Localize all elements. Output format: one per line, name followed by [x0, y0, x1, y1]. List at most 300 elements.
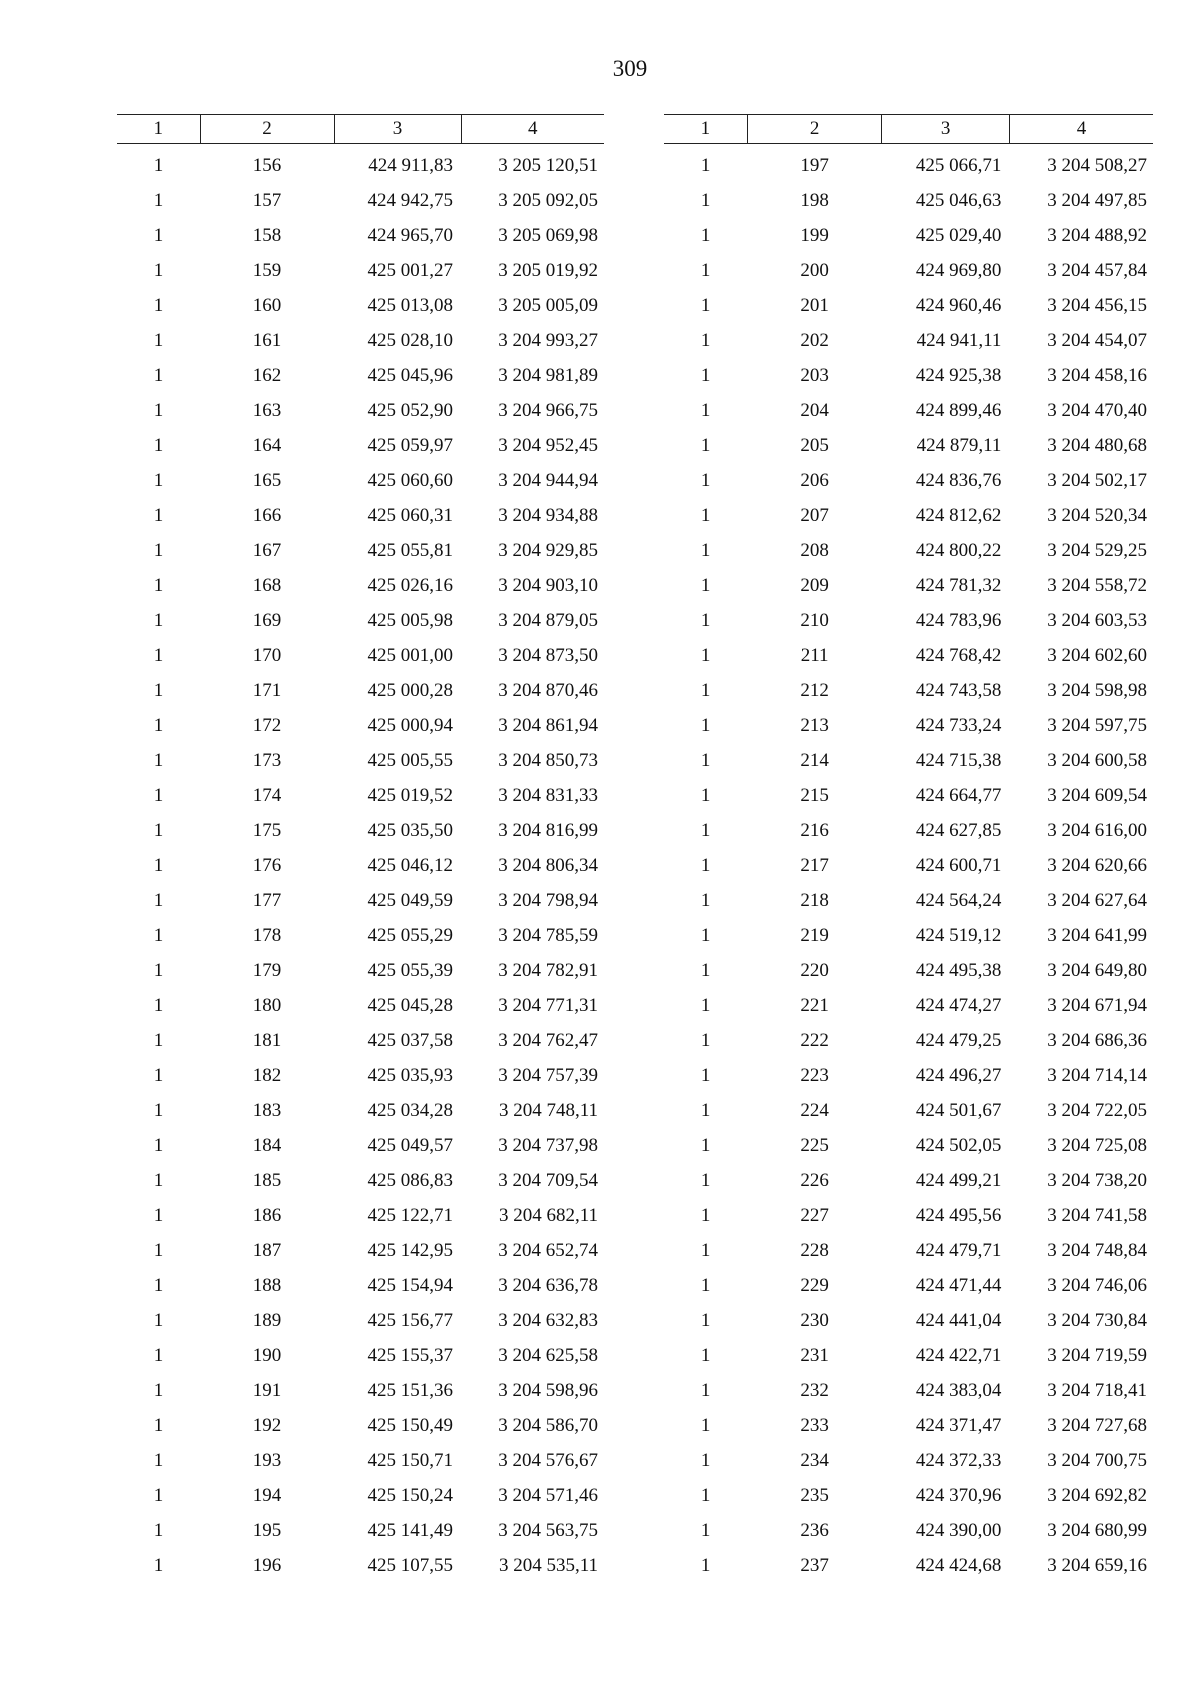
table-row	[664, 813, 1153, 848]
table-cell: 3 204 598,98	[1047, 679, 1147, 701]
table-cell: 424 499,21	[915, 1169, 1002, 1191]
table-row	[664, 1408, 1153, 1443]
table-cell: 170	[252, 644, 282, 666]
table-cell: 1	[153, 1519, 164, 1541]
table-cell: 1	[153, 924, 164, 946]
table-cell: 187	[252, 1239, 282, 1261]
table-row	[117, 428, 604, 463]
table-row	[117, 743, 604, 778]
table-cell: 221	[800, 994, 829, 1016]
table-cell: 3 204 627,64	[1047, 889, 1147, 911]
table-cell: 1	[700, 1484, 711, 1506]
table-cell: 3 204 586,70	[498, 1414, 598, 1436]
table-row	[117, 1058, 604, 1093]
table-cell: 3 204 616,00	[1047, 819, 1147, 841]
table-cell: 425 019,52	[367, 784, 453, 806]
table-cell: 1	[153, 889, 164, 911]
table-cell: 198	[800, 189, 829, 211]
table-cell: 194	[252, 1484, 282, 1506]
table-cell: 424 836,76	[915, 469, 1002, 491]
table-row	[664, 848, 1153, 883]
table-row	[664, 498, 1153, 533]
table-cell: 1	[153, 714, 164, 736]
table-cell: 3 204 903,10	[498, 574, 598, 596]
table-row	[117, 1023, 604, 1058]
table-cell: 232	[800, 1379, 829, 1401]
table-cell: 3 204 632,83	[498, 1309, 598, 1331]
table-cell: 3 204 603,53	[1047, 609, 1147, 631]
table-cell: 196	[252, 1554, 282, 1576]
table-cell: 424 371,47	[915, 1414, 1002, 1436]
table-cell: 425 066,71	[915, 154, 1002, 176]
table-cell: 1	[153, 574, 164, 596]
table-cell: 424 600,71	[915, 854, 1002, 876]
table-cell: 1	[700, 1344, 711, 1366]
table-row	[664, 288, 1153, 323]
table-cell: 171	[252, 679, 282, 701]
table-cell: 3 204 609,54	[1047, 784, 1147, 806]
table-cell: 425 049,59	[367, 889, 453, 911]
table-row	[117, 848, 604, 883]
table-cell: 3 204 816,99	[498, 819, 598, 841]
table-row	[664, 638, 1153, 673]
table-row	[664, 358, 1153, 393]
table-cell: 1	[153, 1484, 164, 1506]
table-cell: 3 204 558,72	[1047, 574, 1147, 596]
table-cell: 3 204 730,84	[1047, 1309, 1147, 1331]
table-cell: 160	[252, 294, 282, 316]
table-row	[664, 1268, 1153, 1303]
column-header: 4	[461, 115, 604, 144]
table-cell: 425 035,50	[367, 819, 453, 841]
table-cell: 3 204 757,39	[498, 1064, 598, 1086]
table-cell: 3 204 597,75	[1047, 714, 1147, 736]
table-cell: 230	[800, 1309, 829, 1331]
table-cell: 1	[153, 1379, 164, 1401]
table-cell: 3 204 620,66	[1047, 854, 1147, 876]
table-cell: 190	[252, 1344, 282, 1366]
table-cell: 182	[252, 1064, 282, 1086]
table-cell: 165	[252, 469, 282, 491]
table-cell: 3 204 563,75	[498, 1519, 598, 1541]
table-cell: 203	[800, 364, 829, 386]
table-cell: 199	[800, 224, 829, 246]
table-cell: 424 965,70	[367, 224, 453, 246]
table-row	[664, 533, 1153, 568]
table-row	[664, 1338, 1153, 1373]
table-cell: 1	[700, 609, 711, 631]
table-cell: 3 204 722,05	[1047, 1099, 1147, 1121]
table-cell: 3 204 700,75	[1047, 1449, 1147, 1471]
table-cell: 213	[800, 714, 829, 736]
table-cell: 1	[700, 1204, 711, 1226]
table-cell: 225	[800, 1134, 829, 1156]
table-cell: 1	[700, 1239, 711, 1261]
table-cell: 425 055,29	[367, 924, 453, 946]
table-cell: 425 107,55	[367, 1554, 453, 1576]
table-cell: 3 204 602,60	[1047, 644, 1147, 666]
table-cell: 3 204 600,58	[1047, 749, 1147, 771]
table-cell: 3 204 782,91	[498, 959, 598, 981]
table-cell: 1	[153, 294, 164, 316]
table-cell: 1	[700, 434, 711, 456]
table-cell: 425 037,58	[367, 1029, 453, 1051]
table-cell: 177	[252, 889, 282, 911]
table-cell: 178	[252, 924, 282, 946]
table-cell: 1	[700, 714, 711, 736]
table-cell: 3 204 934,88	[498, 504, 598, 526]
table-cell: 236	[800, 1519, 829, 1541]
table-cell: 1	[153, 539, 164, 561]
table-cell: 425 156,77	[367, 1309, 453, 1331]
table-cell: 3 204 944,94	[498, 469, 598, 491]
table-cell: 3 204 981,89	[498, 364, 598, 386]
table-cell: 424 479,25	[915, 1029, 1002, 1051]
table-cell: 3 204 861,94	[498, 714, 598, 736]
table-cell: 3 204 873,50	[498, 644, 598, 666]
table-cell: 3 204 806,34	[498, 854, 598, 876]
table-cell: 1	[700, 854, 711, 876]
table-cell: 3 204 993,27	[498, 329, 598, 351]
table-cell: 1	[153, 504, 164, 526]
table-cell: 224	[800, 1099, 829, 1121]
table-row	[117, 813, 604, 848]
table-cell: 167	[252, 539, 282, 561]
table-cell: 164	[252, 434, 282, 456]
table-row	[664, 1163, 1153, 1198]
table-row	[664, 1443, 1153, 1478]
table-row	[117, 1198, 604, 1233]
table-cell: 207	[800, 504, 829, 526]
table-cell: 3 204 719,59	[1047, 1344, 1147, 1366]
table-row	[664, 778, 1153, 813]
table-cell: 3 204 762,47	[498, 1029, 598, 1051]
table-cell: 211	[800, 644, 829, 666]
table-cell: 424 715,38	[915, 749, 1002, 771]
table-row	[664, 1233, 1153, 1268]
table-cell: 1	[700, 1134, 711, 1156]
table-row	[117, 1513, 604, 1548]
coordinates-table-right	[664, 114, 1153, 1583]
table-cell: 1	[700, 259, 711, 281]
table-cell: 1	[700, 1064, 711, 1086]
table-cell: 424 899,46	[915, 399, 1002, 421]
table-cell: 3 204 470,40	[1047, 399, 1147, 421]
table-cell: 1	[153, 1344, 164, 1366]
table-cell: 1	[153, 1274, 164, 1296]
table-cell: 1	[700, 574, 711, 596]
table-cell: 425 155,37	[367, 1344, 453, 1366]
table-cell: 1	[153, 644, 164, 666]
table-cell: 3 205 019,92	[498, 259, 598, 281]
table-cell: 3 204 725,08	[1047, 1134, 1147, 1156]
table-cell: 206	[800, 469, 829, 491]
table-cell: 425 034,28	[367, 1099, 453, 1121]
table-cell: 1	[153, 1029, 164, 1051]
table-cell: 425 005,98	[367, 609, 453, 631]
table-cell: 425 049,57	[367, 1134, 453, 1156]
table-cell: 3 204 682,11	[498, 1204, 598, 1226]
table-cell: 184	[252, 1134, 282, 1156]
table-cell: 3 204 771,31	[498, 994, 598, 1016]
table-row	[117, 498, 604, 533]
table-cell: 1	[700, 819, 711, 841]
table-cell: 3 205 092,05	[498, 189, 598, 211]
table-cell: 172	[252, 714, 282, 736]
table-cell: 1	[700, 679, 711, 701]
table-cell: 425 045,96	[367, 364, 453, 386]
table-row	[117, 1268, 604, 1303]
table-row	[117, 1163, 604, 1198]
table-cell: 3 204 727,68	[1047, 1414, 1147, 1436]
table-cell: 1	[153, 749, 164, 771]
table-row	[117, 1303, 604, 1338]
table-row	[117, 953, 604, 988]
table-cell: 3 204 529,25	[1047, 539, 1147, 561]
table-cell: 424 879,11	[916, 434, 1002, 456]
table-row	[117, 1128, 604, 1163]
table-cell: 425 052,90	[367, 399, 453, 421]
table-cell: 197	[800, 154, 829, 176]
table-cell: 1	[700, 469, 711, 491]
table-cell: 176	[252, 854, 282, 876]
table-cell: 3 204 738,20	[1047, 1169, 1147, 1191]
table-cell: 3 204 798,94	[498, 889, 598, 911]
table-cell: 425 045,28	[367, 994, 453, 1016]
table-row	[117, 1408, 604, 1443]
table-cell: 226	[800, 1169, 829, 1191]
table-cell: 212	[800, 679, 829, 701]
table-cell: 233	[800, 1414, 829, 1436]
table-row	[117, 463, 604, 498]
table-row	[664, 1373, 1153, 1408]
table-row	[117, 1233, 604, 1268]
table-cell: 227	[800, 1204, 829, 1226]
table-cell: 237	[800, 1554, 829, 1576]
table-cell: 3 204 480,68	[1047, 434, 1147, 456]
table-cell: 425 060,31	[367, 504, 453, 526]
table-cell: 1	[153, 959, 164, 981]
table-cell: 3 204 709,54	[498, 1169, 598, 1191]
table-row	[117, 183, 604, 218]
table-cell: 191	[252, 1379, 282, 1401]
table-cell: 3 204 879,05	[498, 609, 598, 631]
table-cell: 3 204 714,14	[1047, 1064, 1147, 1086]
table-cell: 3 204 641,99	[1047, 924, 1147, 946]
table-row	[664, 323, 1153, 358]
table-cell: 425 122,71	[367, 1204, 453, 1226]
table-cell: 3 204 785,59	[498, 924, 598, 946]
table-cell: 216	[800, 819, 829, 841]
table-cell: 1	[700, 154, 711, 176]
table-row	[664, 1128, 1153, 1163]
table-row	[664, 953, 1153, 988]
table-cell: 424 495,38	[915, 959, 1002, 981]
table-cell: 189	[252, 1309, 282, 1331]
table-cell: 3 204 850,73	[498, 749, 598, 771]
table-cell: 181	[252, 1029, 282, 1051]
table-cell: 220	[800, 959, 829, 981]
table-cell: 424 424,68	[915, 1554, 1002, 1576]
table-cell: 1	[700, 329, 711, 351]
table-cell: 1	[700, 784, 711, 806]
table-row	[664, 883, 1153, 918]
table-cell: 1	[153, 259, 164, 281]
table-cell: 183	[252, 1099, 282, 1121]
table-cell: 425 055,39	[367, 959, 453, 981]
table-cell: 204	[800, 399, 829, 421]
table-cell: 424 627,85	[915, 819, 1002, 841]
table-cell: 202	[800, 329, 829, 351]
table-cell: 425 150,71	[367, 1449, 453, 1471]
table-cell: 425 029,40	[915, 224, 1002, 246]
table-row	[117, 1093, 604, 1128]
table-cell: 3 204 502,17	[1047, 469, 1147, 491]
table-cell: 424 781,32	[915, 574, 1002, 596]
table-cell: 1	[153, 1239, 164, 1261]
table-cell: 425 060,60	[367, 469, 453, 491]
column-header: 4	[1009, 115, 1153, 144]
table-cell: 3 205 005,09	[498, 294, 598, 316]
table-cell: 424 474,27	[915, 994, 1002, 1016]
table-cell: 1	[700, 189, 711, 211]
table-cell: 3 204 508,27	[1047, 154, 1147, 176]
table-cell: 223	[800, 1064, 829, 1086]
table-cell: 3 204 457,84	[1047, 259, 1147, 281]
table-row	[664, 743, 1153, 778]
table-cell: 3 204 952,45	[498, 434, 598, 456]
table-cell: 425 151,36	[367, 1379, 453, 1401]
table-row	[664, 988, 1153, 1023]
table-row	[664, 183, 1153, 218]
table-cell: 3 204 748,11	[498, 1099, 598, 1121]
table-cell: 157	[252, 189, 282, 211]
table-cell: 3 204 680,99	[1047, 1519, 1147, 1541]
table-cell: 3 204 636,78	[498, 1274, 598, 1296]
table-row	[664, 1548, 1153, 1583]
table-row	[117, 883, 604, 918]
table-row	[664, 1023, 1153, 1058]
table-row	[117, 988, 604, 1023]
table-cell: 424 925,38	[915, 364, 1002, 386]
table-row	[664, 1093, 1153, 1128]
table-cell: 3 204 488,92	[1047, 224, 1147, 246]
table-row	[664, 463, 1153, 498]
table-cell: 193	[252, 1449, 282, 1471]
table-cell: 1	[700, 889, 711, 911]
table-cell: 424 372,33	[915, 1449, 1002, 1471]
table-row	[117, 253, 604, 288]
table-cell: 1	[700, 399, 711, 421]
table-cell: 3 204 497,85	[1047, 189, 1147, 211]
table-cell: 3 204 649,80	[1047, 959, 1147, 981]
table-cell: 3 204 671,94	[1047, 994, 1147, 1016]
table-cell: 1	[700, 994, 711, 1016]
table-cell: 424 768,42	[915, 644, 1002, 666]
table-cell: 1	[700, 1554, 711, 1576]
table-cell: 424 812,62	[915, 504, 1002, 526]
table-cell: 425 142,95	[367, 1239, 453, 1261]
table-cell: 1	[153, 994, 164, 1016]
table-cell: 1	[153, 1169, 164, 1191]
table-cell: 205	[800, 434, 829, 456]
table-cell: 3 204 870,46	[498, 679, 598, 701]
table-cell: 3 204 571,46	[498, 1484, 598, 1506]
table-cell: 3 204 458,16	[1047, 364, 1147, 386]
table-cell: 1	[153, 679, 164, 701]
table-cell: 3 204 686,36	[1047, 1029, 1147, 1051]
table-cell: 173	[252, 749, 282, 771]
table-cell: 1	[700, 1449, 711, 1471]
table-cell: 424 479,71	[915, 1239, 1002, 1261]
table-cell: 424 969,80	[915, 259, 1002, 281]
coordinates-table-left	[117, 114, 604, 1583]
table-cell: 425 000,94	[367, 714, 453, 736]
table-cell: 1	[153, 1414, 164, 1436]
table-cell: 424 942,75	[367, 189, 453, 211]
table-row	[117, 323, 604, 358]
page-number: 309	[612, 56, 648, 81]
table-cell: 166	[252, 504, 282, 526]
table-row	[664, 673, 1153, 708]
table-cell: 1	[153, 819, 164, 841]
table-cell: 179	[252, 959, 282, 981]
table-row	[664, 568, 1153, 603]
table-cell: 219	[800, 924, 829, 946]
table-cell: 158	[252, 224, 282, 246]
table-cell: 1	[153, 854, 164, 876]
table-cell: 1	[153, 364, 164, 386]
table-row	[664, 1478, 1153, 1513]
table-cell: 188	[252, 1274, 282, 1296]
table-cell: 3 204 598,96	[498, 1379, 598, 1401]
table-cell: 1	[700, 224, 711, 246]
table-cell: 3 204 576,67	[498, 1449, 598, 1471]
table-cell: 1	[700, 1519, 711, 1541]
table-header-row	[117, 115, 604, 144]
table-row	[117, 918, 604, 953]
table-cell: 3 205 069,98	[498, 224, 598, 246]
table-cell: 424 941,11	[916, 329, 1002, 351]
table-cell: 425 055,81	[367, 539, 453, 561]
table-cell: 210	[800, 609, 829, 631]
table-row	[117, 568, 604, 603]
table-row	[664, 253, 1153, 288]
table-cell: 180	[252, 994, 282, 1016]
table-cell: 228	[800, 1239, 829, 1261]
table-row	[664, 144, 1153, 184]
column-header: 3	[334, 115, 461, 144]
table-row	[117, 288, 604, 323]
table-cell: 3 204 456,15	[1047, 294, 1147, 316]
table-row	[117, 358, 604, 393]
table-cell: 1	[153, 1064, 164, 1086]
table-cell: 1	[700, 539, 711, 561]
table-cell: 1	[700, 1099, 711, 1121]
table-cell: 1	[700, 294, 711, 316]
table-cell: 1	[153, 434, 164, 456]
table-cell: 215	[800, 784, 829, 806]
table-header-row	[664, 115, 1153, 144]
table-cell: 3 204 746,06	[1047, 1274, 1147, 1296]
table-cell: 1	[153, 1204, 164, 1226]
table-cell: 3 204 652,74	[498, 1239, 598, 1261]
table-cell: 424 390,00	[915, 1519, 1002, 1541]
table-cell: 3 204 692,82	[1047, 1484, 1147, 1506]
table-cell: 1	[153, 1554, 164, 1576]
table-row	[117, 1443, 604, 1478]
table-cell: 1	[153, 399, 164, 421]
